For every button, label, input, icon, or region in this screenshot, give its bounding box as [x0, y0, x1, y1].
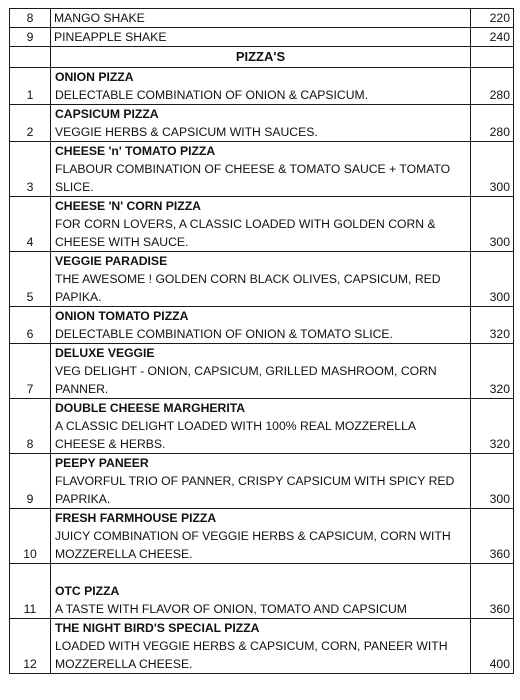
item-description: DELECTABLE COMBINATION OF ONION & TOMATO SLICE.: [55, 327, 393, 341]
menu-row: [10, 9, 514, 28]
item-cell: [51, 564, 471, 619]
item-name: THE NIGHT BIRD'S SPECIAL PIZZA: [55, 621, 260, 635]
item-name: PINEAPPLE SHAKE: [51, 28, 471, 47]
item-cell: [51, 197, 471, 252]
menu-row: [10, 399, 514, 454]
item-name: VEGGIE PARADISE: [55, 254, 168, 268]
item-price: 240: [471, 28, 514, 47]
menu-row: [10, 28, 514, 47]
item-description: VEGGIE HERBS & CAPSICUM WITH SAUCES.: [55, 125, 318, 139]
item-price: 300: [471, 252, 514, 307]
item-price: 320: [471, 344, 514, 399]
item-cell: [51, 105, 471, 142]
item-name: CHEESE 'n' TOMATO PIZZA: [55, 144, 216, 158]
item-number: 7: [10, 344, 51, 399]
item-cell: [51, 307, 471, 344]
item-name: CHEESE 'N' CORN PIZZA: [55, 199, 201, 213]
item-price: 300: [471, 454, 514, 509]
item-cell: [51, 252, 471, 307]
item-name: ONION PIZZA: [55, 70, 134, 84]
item-number: 3: [10, 142, 51, 197]
item-description: LOADED WITH VEGGIE HERBS & CAPSICUM, CORN, PANEER WITH MOZZERELLA CHEESE.: [55, 639, 448, 671]
menu-row: [10, 68, 514, 105]
menu-row: [10, 252, 514, 307]
item-number: 9: [10, 454, 51, 509]
item-description: THE AWESOME ! GOLDEN CORN BLACK OLIVES, CAPSICUM, RED PAPIKA.: [55, 272, 441, 304]
item-name: DELUXE VEGGIE: [55, 346, 155, 360]
item-description: A CLASSIC DELIGHT LOADED WITH 100% REAL MOZZERELLA CHEESE & HERBS.: [55, 419, 416, 451]
item-description: JUICY COMBINATION OF VEGGIE HERBS & CAPSICUM, CORN WITH MOZZERELLA CHEESE.: [55, 529, 451, 561]
item-description: DELECTABLE COMBINATION OF ONION & CAPSICUM.: [55, 88, 369, 102]
menu-row: [10, 105, 514, 142]
item-cell: [51, 142, 471, 197]
item-number: 11: [10, 564, 51, 619]
menu-row: [10, 197, 514, 252]
item-name: CAPSICUM PIZZA: [55, 107, 159, 121]
item-name: OTC PIZZA: [55, 584, 120, 598]
item-price: 280: [471, 105, 514, 142]
item-number: 10: [10, 509, 51, 564]
item-description: FOR CORN LOVERS, A CLASSIC LOADED WITH GOLDEN CORN & CHEESE WITH SAUCE.: [55, 217, 436, 249]
item-price: 320: [471, 307, 514, 344]
item-description: VEG DELIGHT - ONION, CAPSICUM, GRILLED MASHROOM, CORN PANNER.: [55, 364, 437, 396]
item-cell: [51, 619, 471, 674]
item-number: 6: [10, 307, 51, 344]
item-number: 1: [10, 68, 51, 105]
item-price: 280: [471, 68, 514, 105]
item-price: 400: [471, 619, 514, 674]
menu-row: [10, 454, 514, 509]
item-description: FLABOUR COMBINATION OF CHEESE & TOMATO SAUCE + TOMATO SLICE.: [55, 162, 451, 194]
item-price: 360: [471, 564, 514, 619]
item-cell: [51, 68, 471, 105]
item-number: 9: [10, 28, 51, 47]
item-number: 8: [10, 9, 51, 28]
item-price: 320: [471, 399, 514, 454]
item-price: 300: [471, 142, 514, 197]
section-header-row: [10, 47, 514, 68]
menu-row: [10, 509, 514, 564]
section-blank-cell: [471, 47, 514, 68]
item-cell: [51, 454, 471, 509]
item-name: ONION TOMATO PIZZA: [55, 309, 189, 323]
item-price: 220: [471, 9, 514, 28]
item-number: 2: [10, 105, 51, 142]
item-name: FRESH FARMHOUSE PIZZA: [55, 511, 217, 525]
item-name: PEEPY PANEER: [55, 456, 149, 470]
menu-table: [9, 8, 514, 674]
item-name: MANGO SHAKE: [51, 9, 471, 28]
item-description: FLAVORFUL TRIO OF PANNER, CRISPY CAPSICUM WITH SPICY RED PAPRIKA.: [55, 474, 455, 506]
item-cell: [51, 344, 471, 399]
menu-row: [10, 307, 514, 344]
menu-row: [10, 344, 514, 399]
menu-row: [10, 619, 514, 674]
menu-row: [10, 142, 514, 197]
section-title: PIZZA'S: [51, 47, 471, 68]
item-cell: [51, 399, 471, 454]
item-number: 12: [10, 619, 51, 674]
item-cell: [51, 509, 471, 564]
item-number: 5: [10, 252, 51, 307]
item-number: 8: [10, 399, 51, 454]
item-number: 4: [10, 197, 51, 252]
section-blank-cell: [10, 47, 51, 68]
item-description: A TASTE WITH FLAVOR OF ONION, TOMATO AND CAPSICUM: [55, 602, 407, 616]
item-price: 300: [471, 197, 514, 252]
item-price: 360: [471, 509, 514, 564]
item-name: DOUBLE CHEESE MARGHERITA: [55, 401, 246, 415]
menu-row: [10, 564, 514, 619]
